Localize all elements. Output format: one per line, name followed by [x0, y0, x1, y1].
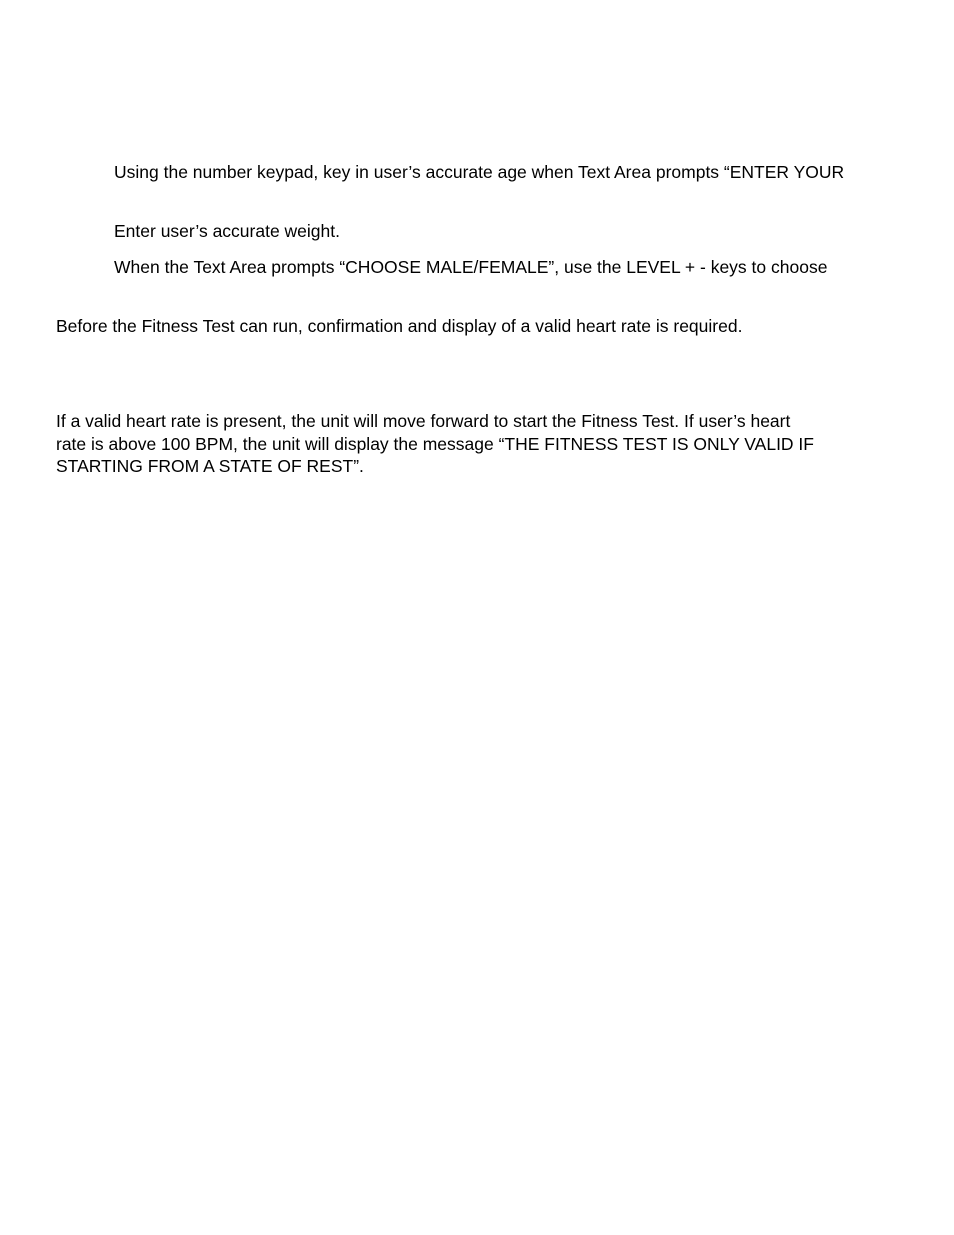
paragraph-valid-heart-rate — [56, 410, 814, 478]
paragraph-heart-rate-required: Before the Fitness Test can run, confirmation and display of a valid heart rate is required. — [56, 316, 743, 336]
paragraph-line: rate is above 100 BPM, the unit will display the message “THE FITNESS TEST IS ONLY VALID IF — [56, 433, 814, 454]
step-choose-gender: When the Text Area prompts “CHOOSE MALE/FEMALE”, use the LEVEL + - keys to choose — [114, 257, 828, 277]
step-enter-weight: Enter user’s accurate weight. — [114, 221, 340, 241]
paragraph-line: If a valid heart rate is present, the unit will move forward to start the Fitness Test. If user’s heart — [56, 411, 791, 431]
paragraph-line: STARTING FROM A STATE OF REST”. — [56, 456, 364, 477]
step-enter-age: Using the number keypad, key in user’s accurate age when Text Area prompts “ENTER YOUR — [114, 162, 845, 182]
